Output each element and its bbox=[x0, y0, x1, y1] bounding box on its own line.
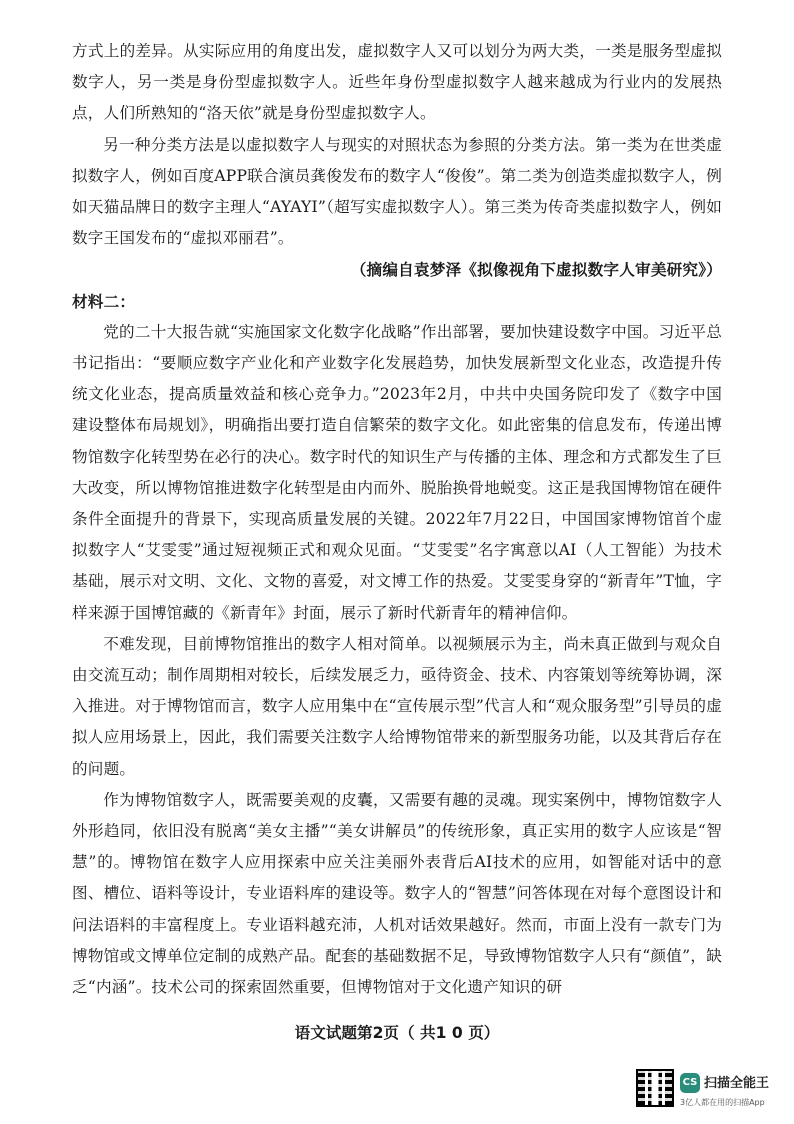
paragraph-continuation: 方式上的差异。从实际应用的角度出发，虚拟数字人又可以划分为两大类，一类是服务型虚拟数字人，另一类是身份型虚拟数字人。近些年身份型虚拟数字人越来越成为行业内的发展热点，人们所熟知的“洛天依”就是身份型虚拟数字人。 bbox=[72, 42, 722, 123]
page-footer: 语文试题第2页（ 共1 0 页） bbox=[294, 1024, 500, 1042]
paragraph-digital-strategy: 党的二十大报告就“实施国家文化数字化战略”作出部署，要加快建设数字中国。习近平总书记指出：“要顺应数字产业化和产业数字化发展趋势，加快发展新型文化业态，改造提升传统文化业态，提高质量效益和核心竞争力。”2023年2月，中共中央国务院印发了《数字中国建设整体布局规划》，明确指出要打造自信繁荣的数字文化。如此密集的信息发布，传递出博物馆数字化转型势在必行的决心。数字时代的知识生产与传播的主体、理念和方式都发生了巨大改变，所以博物馆推进数字化转型是由内而外、脱胎换骨地蜕变。这正是我国博物馆在硬件条件全面提升的背景下，实现高质量发展的关键。2022年7月22日，中国国家博物馆首个虚拟数字人“艾雯雯”通过短视频正式和观众见面。“艾雯雯”名字寓意以AI（人工智能）为技术基础，展示对文明、文化、文物的喜爱，对文博工作的热爱。艾雯雯身穿的“新青年”T恤，字样来源于国博馆藏的《新青年》封面，展示了新时代新青年的精神信仰。 bbox=[72, 322, 722, 622]
qr-code-icon bbox=[636, 1069, 674, 1107]
paragraph-classification: 另一种分类方法是以虚拟数字人与现实的对照状态为参照的分类方法。第一类为在世类虚拟数字人，例如百度APP联合演员龚俊发布的数字人“俊俊”。第二类为创造类虚拟数字人，例如天猫品牌日的数字主理人“AYAYI”（超写实虚拟数字人）。第三类为传奇类虚拟数字人，例如数字王国发布的“虚拟邓丽君”。 bbox=[72, 135, 722, 248]
source-citation: （摘编自袁梦泽《拟像视角下虚拟数字人审美研究》） bbox=[350, 260, 722, 280]
camscanner-logo-icon: CS bbox=[680, 1073, 700, 1093]
material-two-heading: 材料二： bbox=[72, 291, 136, 311]
document-body bbox=[72, 36, 722, 1003]
scanner-watermark bbox=[636, 1069, 786, 1117]
scanner-tagline: 3亿人都在用的扫描App bbox=[680, 1098, 765, 1107]
paragraph-smart-digital-human: 作为博物馆数字人，既需要美观的皮囊，又需要有趣的灵魂。现实案例中，博物馆数字人外形趋同，依旧没有脱离“美女主播”“美女讲解员”的传统形象，真正实用的数字人应该是“智慧”的。博物馆在数字人应用探索中应关注美丽外表背后AI技术的应用，如智能对话中的意图、槽位、语料等设计，专业语料库的建设等。数字人的“智慧”问答体现在对每个意图设计和问法语料的丰富程度上。专业语料越充沛，人机对话效果越好。然而，市面上没有一款专门为博物馆或文博单位定制的成熟产品。配套的基础数据不足，导致博物馆数字人只有“颜值”，缺乏“内涵”。技术公司的探索固然重要，但博物馆对于文化遗产知识的研 bbox=[72, 790, 722, 997]
paragraph-museum-problems: 不难发现，目前博物馆推出的数字人相对简单。以视频展示为主，尚未真正做到与观众自由交流互动；制作周期相对较长，后续发展乏力，亟待资金、技术、内容策划等统筹协调，深入推进。对于博物馆而言，数字人应用集中在“宣传展示型”代言人和“观众服务型”引导员的虚拟人应用场景上，因此，我们需要关注数字人给博物馆带来的新型服务功能，以及其背后存在的问题。 bbox=[72, 634, 722, 778]
scanner-app-name: 扫描全能王 bbox=[704, 1076, 770, 1091]
